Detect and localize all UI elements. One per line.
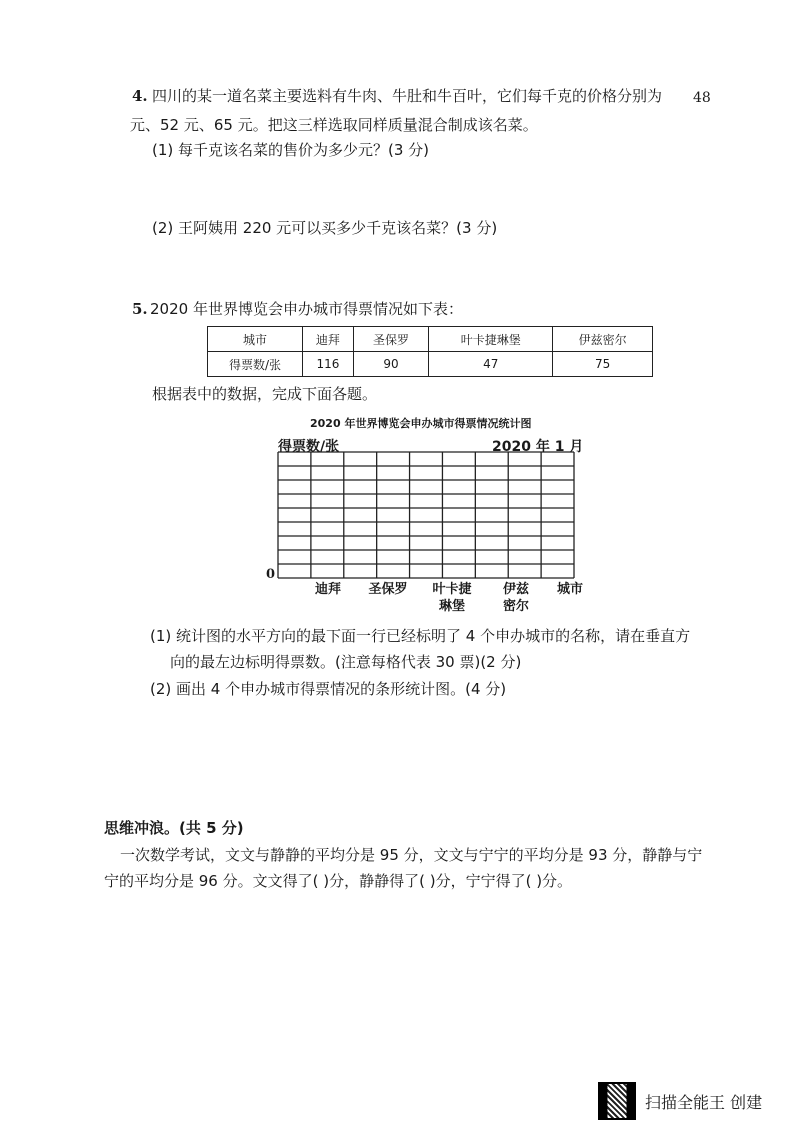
footer-watermark: 扫描全能王 创建 <box>645 1093 763 1112</box>
chart-category-label: 迪拜 <box>314 582 341 597</box>
bonus-line2: 宁的平均分是 96 分。文文得了( )分，静静得了( )分，宁宁得了( )分。 <box>104 872 573 890</box>
qr-code-icon <box>598 1082 636 1120</box>
table-cell-city: 叶卡捷琳堡 <box>429 327 553 352</box>
table-cell-city: 伊兹密尔 <box>553 327 653 352</box>
chart-date: 2020 年 1 月 <box>492 439 584 455</box>
chart-category-yekaterinburg <box>427 581 477 615</box>
chart-category-label-2: 密尔 <box>502 599 529 614</box>
q4-price-48: 48 <box>693 90 711 106</box>
chart-xlabel: 城市 <box>557 582 584 597</box>
table-cell-votes: 90 <box>353 352 428 377</box>
chart-title: 2020 年世界博览会申办城市得票情况统计图 <box>310 417 532 430</box>
votes-table <box>207 326 653 377</box>
q4-line2: 元、52 元、65 元。把这三样选取同样质量混合制成该名菜。 <box>130 116 538 134</box>
chart-category-sao-paulo <box>363 581 413 598</box>
q5-instruction: 根据表中的数据，完成下面各题。 <box>152 385 378 403</box>
table-header-city: 城市 <box>208 327 303 352</box>
table-cell-votes: 75 <box>553 352 653 377</box>
chart-origin: 0 <box>266 567 276 582</box>
table-row <box>208 352 653 377</box>
chart-category-label: 圣保罗 <box>368 582 408 597</box>
chart-category-label: 叶卡捷 <box>432 582 472 597</box>
q4-sub1: (1) 每千克该名菜的售价为多少元？(3 分) <box>152 141 430 159</box>
table-cell-votes: 116 <box>303 352 354 377</box>
bonus-title: 思维冲浪。(共 5 分) <box>104 819 244 837</box>
table-cell-city: 圣保罗 <box>353 327 428 352</box>
table-cell-city: 迪拜 <box>303 327 354 352</box>
q5-sub1-line1: (1) 统计图的水平方向的最下面一行已经标明了 4 个申办城市的名称，请在垂直方 <box>150 627 691 645</box>
q5-number: 5. <box>132 300 148 318</box>
q5-sub1-line2: 向的最左边标明得票数。(注意每格代表 30 票)(2 分) <box>170 653 522 671</box>
chart-category-izmir <box>491 581 541 615</box>
table-row <box>208 327 653 352</box>
chart-ylabel: 得票数/张 <box>278 439 340 455</box>
chart-category-label-2: 琳堡 <box>438 599 465 614</box>
q4-line1: 四川的某一道名菜主要选料有牛肉、牛肚和牛百叶，它们每千克的价格分别为 <box>152 87 663 105</box>
q5-intro: 2020 年世界博览会申办城市得票情况如下表： <box>150 300 463 318</box>
table-header-votes: 得票数/张 <box>208 352 303 377</box>
bonus-line1: 一次数学考试，文文与静静的平均分是 95 分，文文与宁宁的平均分是 93 分，静静与宁 <box>120 846 703 864</box>
table-cell-votes: 47 <box>429 352 553 377</box>
q4-sub2: (2) 王阿姨用 220 元可以买多少千克该名菜？(3 分) <box>152 219 498 237</box>
q5-sub2: (2) 画出 4 个申办城市得票情况的条形统计图。(4 分) <box>150 680 507 698</box>
q4-number: 4. <box>132 87 148 105</box>
chart-category-label: 伊兹 <box>502 582 529 597</box>
chart-grid <box>270 450 580 582</box>
chart-category-dubai <box>303 581 353 598</box>
